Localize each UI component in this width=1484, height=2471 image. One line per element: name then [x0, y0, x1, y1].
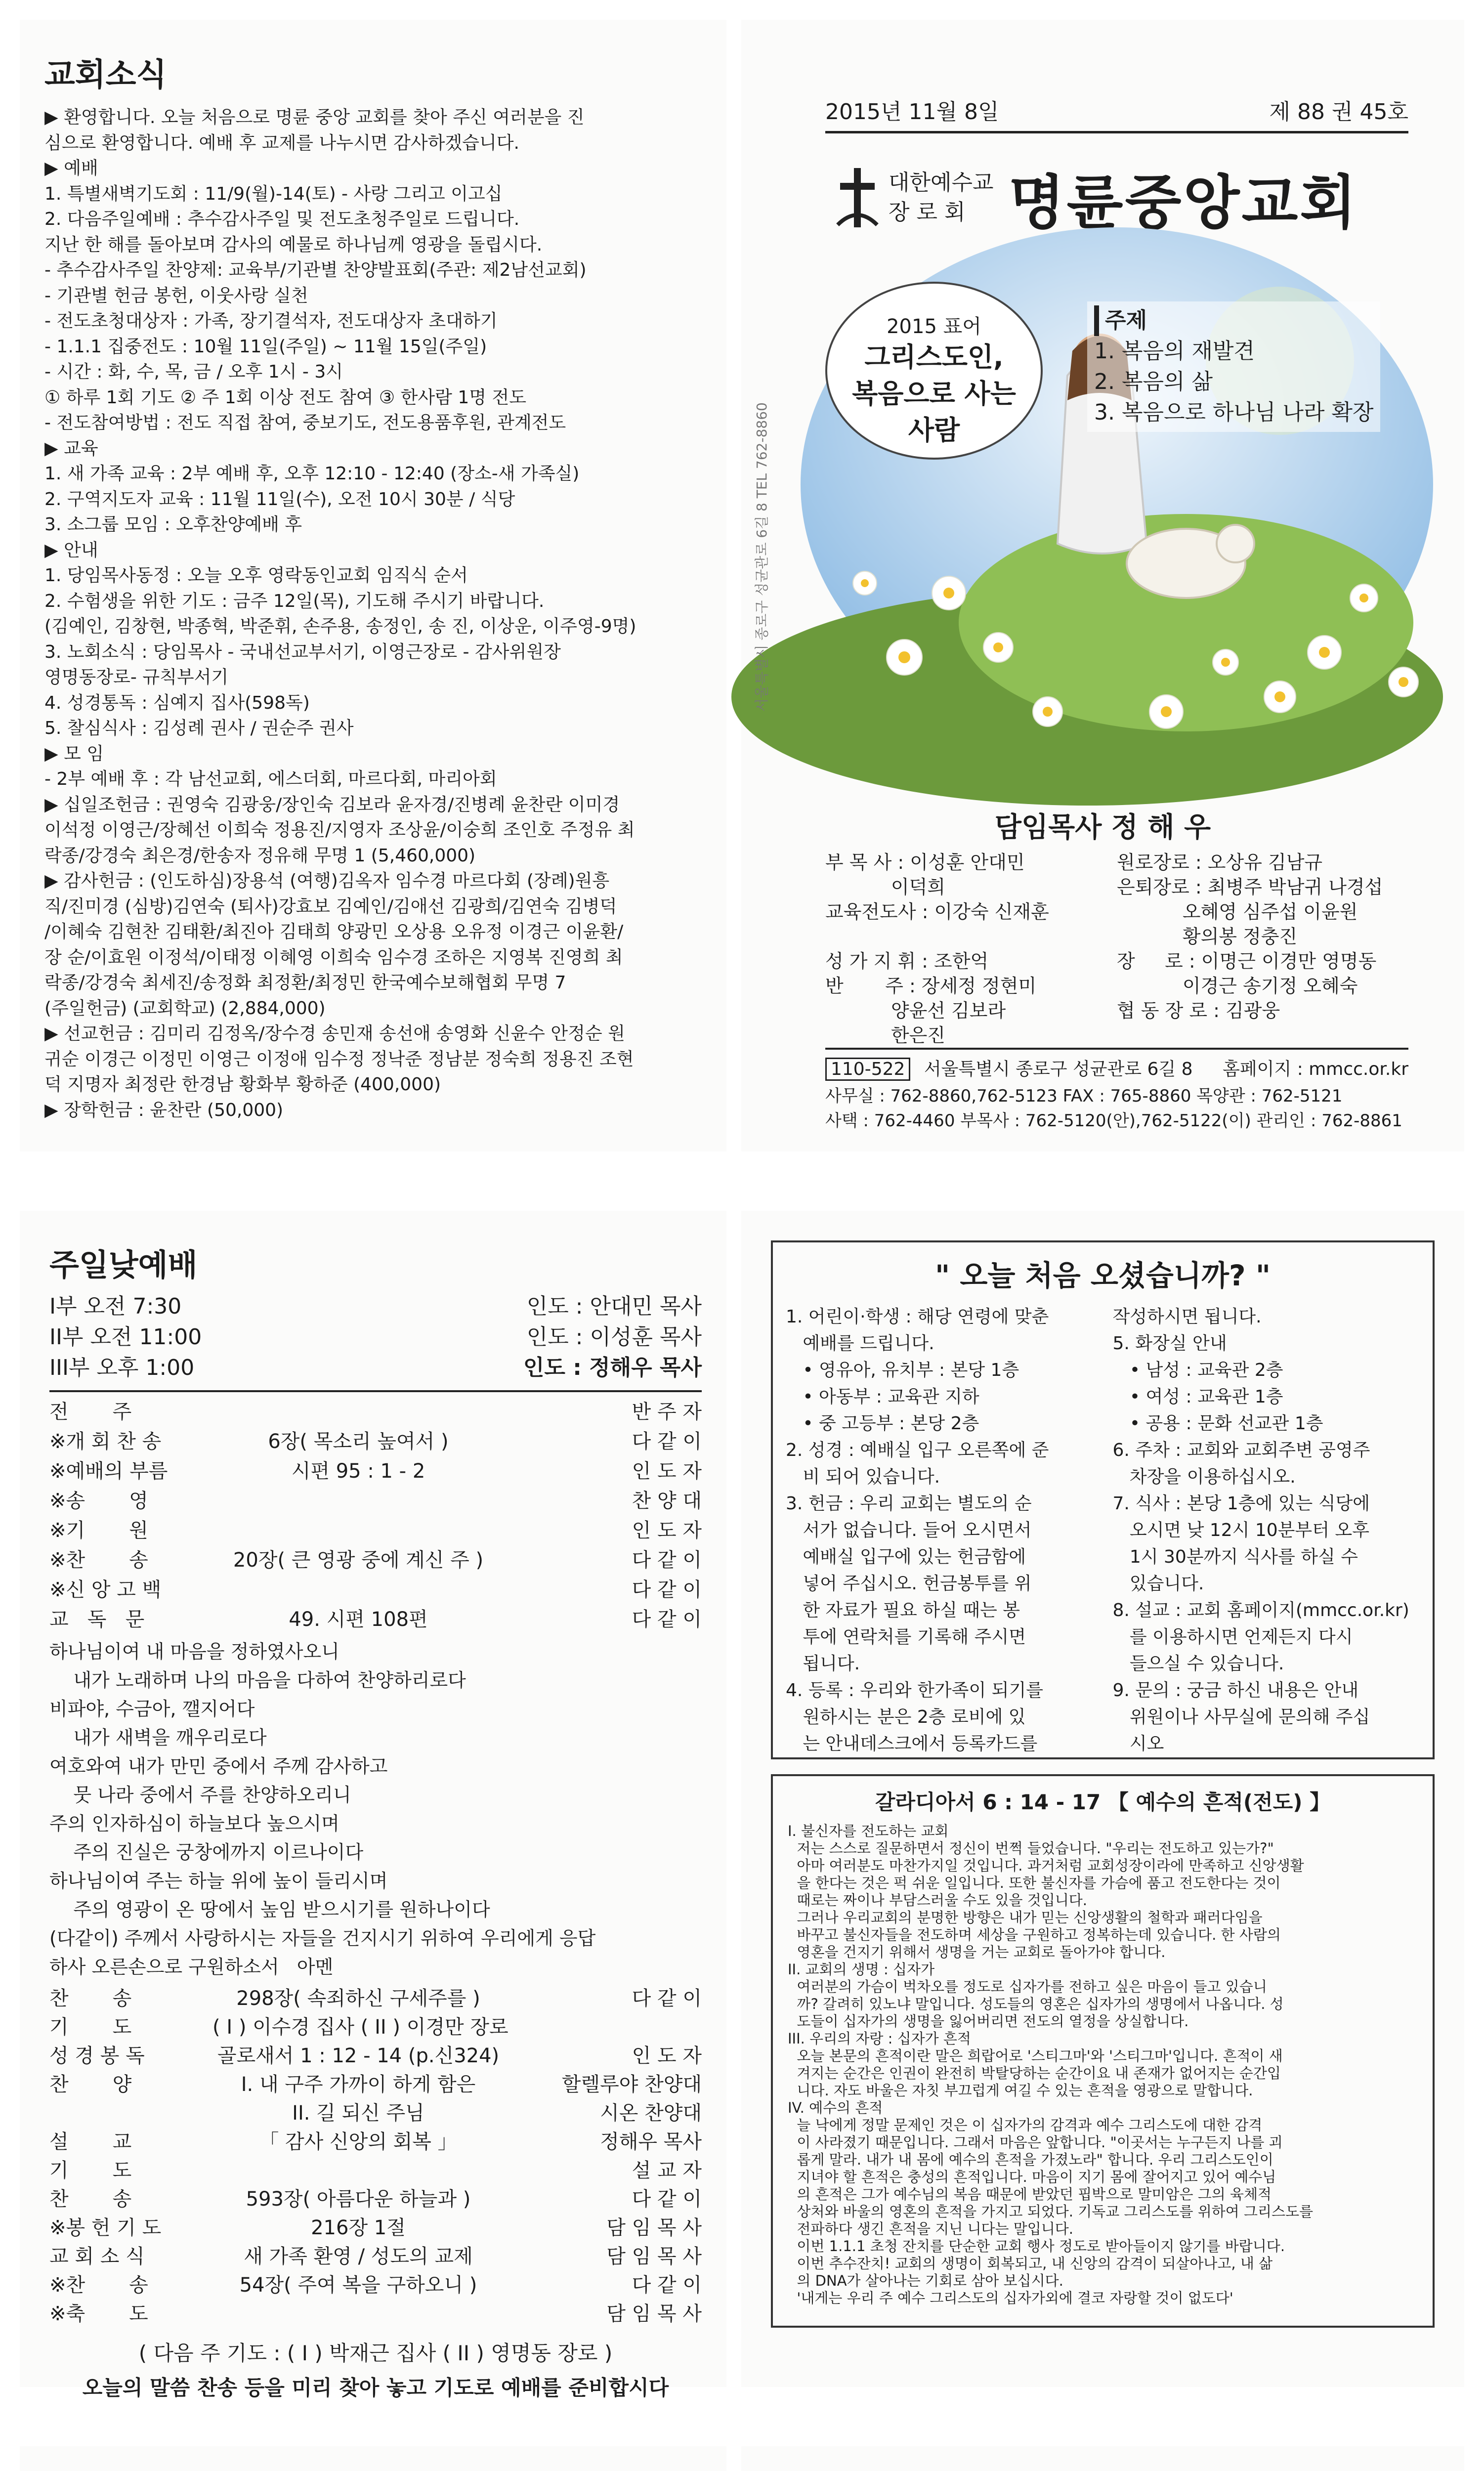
order-item: 교 독 문: [49, 1608, 145, 1631]
welcome-line: 차장을 이용하십시오.: [1112, 1467, 1296, 1487]
news-line: 2. 수험생을 위한 기도 : 금주 12일(목), 기도해 주시기 바랍니다.: [44, 591, 545, 611]
order-person: 다 같 이: [632, 1430, 702, 1453]
order-content: 216장 1절: [311, 2216, 406, 2239]
sermon-outline: [788, 1823, 1418, 2307]
church-name: 명륜중앙교회: [1008, 168, 1358, 237]
order-person: 할렐루야 찬양대: [561, 2073, 702, 2096]
order-content: [212, 1575, 504, 1605]
order-item: ※송 영: [49, 1490, 148, 1512]
news-line: (주일헌금) (교회학교) (2,884,000): [44, 998, 326, 1019]
welcome-line: 위원이나 사무실에 문의해 주십: [1112, 1707, 1370, 1727]
order-row: [49, 2042, 702, 2070]
reading-line: 하나님이여 주는 하늘 위에 높이 들리시며: [49, 1870, 388, 1892]
welcome-line: 는 안내데스크에서 등록카드를: [786, 1734, 1038, 1754]
staff-left: 성 가 지 휘 : 조한억: [825, 950, 989, 972]
order-content: 54장( 주여 복을 구하오니 ): [239, 2274, 477, 2297]
news-list: [44, 105, 707, 1123]
sermon-line: 저는 스스로 질문하면서 정신이 번쩍 들었습니다. "우리는 전도하고 있는가?": [788, 1840, 1274, 1857]
news-line: ① 하루 1회 기도 ② 주 1회 이상 전도 참여 ③ 한사람 1명 전도: [44, 387, 527, 408]
order-content: [212, 2156, 504, 2185]
staff-left: 한은진: [825, 1024, 945, 1046]
welcome-line: • 남성 : 교육관 2층: [1112, 1360, 1283, 1380]
welcome-heading: " 오늘 처음 오셨습니까? ": [934, 1259, 1271, 1292]
order-item: ※신 앙 고 백: [49, 1578, 162, 1601]
welcome-line: 1. 어린이·학생 : 해당 연령에 맞춘: [786, 1307, 1049, 1327]
order-person: 시온 찬양대: [600, 2102, 702, 2125]
phone-line1: 사무실 : 762-8860,762-5123 FAX : 765-8860 목양관 : 762-5121: [825, 1086, 1343, 1106]
staff-row: [825, 974, 1408, 998]
page-calendar-mission: [741, 2446, 1464, 2471]
order-item: ※예배의 부름: [49, 1460, 168, 1483]
staff-right: 은퇴장로 : 최병주 박남귀 나경섭: [1117, 876, 1383, 898]
reading-line: 내가 새벽을 깨우리로다: [49, 1727, 267, 1748]
welcome-line: 원하시는 분은 2층 로비에 있: [786, 1707, 1026, 1727]
homepage: 홈페이지 : mmcc.or.kr: [1223, 1059, 1408, 1079]
order-content: 49. 시편 108편: [289, 1608, 428, 1631]
sermon-line: 지녀야 할 흔적은 충성의 흔적입니다. 마음이 지기 몸에 잘어지고 있어 예수님: [788, 2169, 1276, 2185]
order-row: [49, 1545, 702, 1575]
sermon-title: 갈라디아서 6 : 14 - 17 【 예수의 흔적(전도) 】: [875, 1790, 1331, 1814]
news-line: 5. 찰심식사 : 김성례 권사 / 권순주 권사: [44, 718, 354, 738]
worship-footer: 오늘의 말씀 찬송 등을 미리 찾아 놓고 기도로 예배를 준비합시다: [82, 2376, 669, 2400]
news-line: - 전도초청대상자 : 가족, 장기결석자, 전도대상자 초대하기: [44, 311, 498, 331]
news-line: ▶ 선교헌금 : 김미리 김정옥/장수경 송민재 송선애 송영화 신윤수 안정순 원: [44, 1023, 625, 1044]
church-logo: [835, 156, 1358, 240]
news-line: 직/진미경 (심방)김연숙 (퇴사)강효보 김예인/김애선 김광희/김연숙 김병덕: [44, 896, 617, 917]
order-person: 정해우 목사: [600, 2130, 702, 2153]
reading-line: 하나님이여 내 마음을 정하였사오니: [49, 1641, 339, 1662]
news-line: 1. 당임목사동정 : 오늘 오후 영락동인교회 임직식 순서: [44, 565, 468, 586]
order-person: 설 교 자: [632, 2159, 702, 2182]
order-person: 찬 양 대: [632, 1490, 702, 1512]
order-item: ※기 원: [49, 1519, 148, 1542]
phone-line2: 사택 : 762-4460 부목사 : 762-5120(안),762-5122(이) 관리인 : 762-8861: [825, 1111, 1402, 1131]
sermon-line: IV. 예수의 흔적: [788, 2099, 883, 2116]
welcome-col-left: [786, 1304, 1093, 1757]
news-line: 장 순/이효원 이정석/이태정 이혜영 이희숙 임수경 조하은 지영복 진영희 최: [44, 947, 623, 968]
reading-line: 뭇 나라 중에서 주를 찬양하오리니: [49, 1784, 351, 1806]
order-content: [212, 1397, 504, 1427]
sermon-line: III. 우리의 자랑 : 십자가 흔적: [788, 2030, 971, 2047]
welcome-line: • 영유아, 유치부 : 본당 1층: [786, 1360, 1019, 1380]
reading-line: 주의 인자하심이 하늘보다 높으시며: [49, 1813, 339, 1834]
news-line: (김예인, 김창현, 박종혁, 박준휘, 손주용, 송정인, 송 진, 이상운, 이주영-9명): [44, 616, 636, 637]
news-line: - 전도참여방법 : 전도 직접 참여, 중보기도, 전도용품후원, 관계전도: [44, 413, 566, 433]
news-line: 4. 성경통독 : 심예지 집사(598독): [44, 692, 310, 713]
staff-row: [825, 899, 1408, 924]
next-week-prayer: ( 다음 주 기도 : ( I ) 박재근 집사 ( II ) 영명동 장로 ): [138, 2341, 613, 2365]
order-content: ( I ) 이수경 집사 ( II ) 이경만 장로: [212, 2016, 509, 2039]
order-content: 20장( 큰 영광 중에 계신 주 ): [233, 1549, 484, 1572]
sermon-line: 그러나 우리교회의 분명한 방향은 내가 믿는 신앙생활의 철학과 패러다임을: [788, 1909, 1263, 1926]
theme-item: 1. 복음의 재발견: [1094, 339, 1255, 364]
church-address: 서울특별시 종로구 성균관로 6길 8: [924, 1059, 1193, 1079]
welcome-line: • 여성 : 교육관 1층: [1112, 1387, 1283, 1407]
order-person: 다 같 이: [632, 2188, 702, 2211]
order-item: 기 도: [49, 2159, 132, 2182]
issue-date: 2015년 11월 8일: [825, 99, 999, 125]
order-content: [212, 1486, 504, 1516]
welcome-line: 시오: [1112, 1734, 1164, 1754]
page-other-services: [20, 2446, 726, 2471]
sermon-line: 아마 여러분도 마찬가지일 것입니다. 과거처럼 교회성장이라에 만족하고 신앙생활: [788, 1857, 1304, 1874]
order-item: 성 경 봉 독: [49, 2045, 145, 2067]
order-row: [49, 2214, 702, 2242]
address-line: [825, 1055, 1408, 1080]
order-content: 6장( 목소리 높여서 ): [268, 1430, 449, 1453]
welcome-line: 비 되어 있습니다.: [786, 1467, 940, 1487]
sermon-line: 도들이 십자가의 생명을 잃어버리면 전도의 열정을 상실합니다.: [788, 2013, 1189, 2030]
motto-badge: [825, 282, 1043, 460]
news-line: 2. 다음주일예배 : 추수감사주일 및 전도초청주일로 드립니다.: [44, 209, 520, 229]
denomination-line1: 대한예수교: [889, 170, 994, 195]
news-line: ▶ 교육: [44, 438, 98, 459]
staff-left: 이덕희: [825, 876, 945, 898]
sermon-line: '내게는 우리 주 예수 그리스도의 십자가외에 결코 자랑할 것이 없도다': [788, 2290, 1233, 2306]
news-line: 심으로 환영합니다. 예배 후 교제를 나누시면 감사하겠습니다.: [44, 132, 519, 153]
order-row: [49, 2099, 702, 2128]
reading-line: 비파야, 수금아, 깰지어다: [49, 1698, 255, 1720]
order-item: 설 교: [49, 2130, 132, 2153]
welcome-line: 4. 등록 : 우리와 한가족이 되기를: [786, 1680, 1044, 1701]
reading-line: 주의 영광이 온 땅에서 높임 받으시기를 원하나이다: [49, 1899, 490, 1920]
welcome-line: 5. 화장실 안내: [1112, 1333, 1227, 1354]
news-line: 귀순 이경근 이정민 이영근 이정애 임수정 정낙준 정남분 정숙희 정용진 조현: [44, 1049, 634, 1069]
sermon-line: 영혼을 건지기 위해서 생명을 거는 교회로 돌아가야 합니다.: [788, 1944, 1166, 1960]
sermon-line: 니다. 자도 바울은 자칫 부끄럽게 여길 수 있는 흔적을 영광으로 말합니다.: [788, 2082, 1253, 2099]
news-line: 덕 지명자 최정란 한경남 황화부 황하준 (400,000): [44, 1074, 441, 1095]
news-line: 3. 노회소식 : 당임목사 - 국내선교부서기, 이영근장로 - 감사위원장: [44, 641, 561, 662]
sunday-title: 주일낮예배: [49, 1247, 198, 1283]
welcome-line: 오시면 낮 12시 10분부터 오후: [1112, 1520, 1369, 1540]
order-item: 찬 양: [49, 2073, 132, 2096]
service-time-1: I부 오전 7:30 인도 : 안대민 목사: [49, 1294, 702, 1319]
welcome-line: 투에 연락처를 기록해 주시면: [786, 1627, 1026, 1647]
staff-row: [825, 875, 1408, 899]
sermon-line: 바꾸고 불신자들을 전도하며 세상을 구원하고 정복하는데 있습니다. 한 사람의: [788, 1926, 1281, 1943]
welcome-line: 작성하시면 됩니다.: [1112, 1307, 1262, 1327]
welcome-line: 예배를 드립니다.: [786, 1333, 934, 1354]
welcome-line: 있습니다.: [1112, 1574, 1204, 1594]
sermon-line: 의 흔적은 그가 예수님의 복음 때문에 받았던 핍박으로 말미암은 그의 육체적: [788, 2186, 1272, 2203]
welcome-box: [771, 1240, 1435, 1759]
order-item: ※봉 헌 기 도: [49, 2216, 162, 2239]
order-content: 새 가족 환영 / 성도의 교제: [244, 2245, 473, 2268]
order-row: [49, 1486, 702, 1516]
order-item: ※찬 송: [49, 2274, 148, 2297]
order-content: 골로새서 1 : 12 - 14 (p.신324): [217, 2045, 500, 2067]
order-item: ※찬 송: [49, 1549, 148, 1572]
order-person: 담 임 목 사: [606, 2302, 702, 2325]
reading-line: (다같이) 주께서 사랑하시는 자들을 건지시기 위하여 우리에게 응답: [49, 1927, 596, 1949]
staff-right: [1117, 1023, 1408, 1048]
news-line: ▶ 감사헌금 : (인도하심)장용석 (여행)김옥자 임수경 마르다회 (장례)원흥: [44, 871, 610, 891]
order-row: [49, 2271, 702, 2300]
order-person: 인 도 자: [632, 1460, 702, 1483]
welcome-line: 서가 없습니다. 들어 오시면서: [786, 1520, 1032, 1540]
news-line: ▶ 안내: [44, 540, 98, 560]
order-content: 298장( 속죄하신 구세주를 ): [236, 1987, 480, 2010]
staff-right: 장 로 : 이명근 이경만 영명동: [1117, 950, 1377, 972]
order-row: [49, 1456, 702, 1486]
welcome-line: 1시 30분까지 식사를 하실 수: [1112, 1547, 1358, 1567]
welcome-line: • 공용 : 문화 선교관 1층: [1112, 1413, 1323, 1434]
sermon-line: 이번 추수잔치! 교회의 생명이 회복되고, 내 신앙의 감격이 되살아나고, 내 삶: [788, 2255, 1273, 2272]
staff-list: [825, 850, 1408, 1048]
staff-row: [825, 850, 1408, 875]
order-person: 다 같 이: [632, 2274, 702, 2297]
welcome-line: 7. 식사 : 본당 1층에 있는 식당에: [1112, 1493, 1370, 1514]
order-of-worship: [49, 1397, 702, 1634]
church-cross-icon: [835, 166, 880, 230]
sermon-line: 을 한다는 것은 퍽 쉬운 일입니다. 또한 불신자를 가슴에 품고 전도한다는 것이: [788, 1875, 1281, 1891]
order-person: 반 주 자: [632, 1401, 702, 1423]
news-line: 1. 특별새벽기도회 : 11/9(월)-14(토) - 사랑 그리고 이고십: [44, 183, 503, 204]
order-item: 찬 송: [49, 2188, 132, 2211]
order-row: [49, 1516, 702, 1545]
welcome-line: 넣어 주십시오. 헌금봉투를 위: [786, 1574, 1032, 1594]
reading-line: 주의 진실은 궁창에까지 이르나이다: [49, 1841, 364, 1863]
news-line: ▶ 장학헌금 : 윤찬란 (50,000): [44, 1100, 284, 1120]
news-line: 이석정 이영근/장혜선 이희숙 정용진/지영자 조상윤/이숭희 조인호 주정유 최: [44, 820, 635, 840]
staff-right: 협 동 장 로 : 김광웅: [1117, 1000, 1280, 1022]
order-content: 시편 95 : 1 - 2: [291, 1460, 425, 1483]
responsive-reading: [49, 1637, 702, 1981]
welcome-line: 9. 문의 : 궁금 하신 내용은 안내: [1112, 1680, 1359, 1701]
staff-row: [825, 998, 1408, 1023]
postal-code: 110-522: [825, 1058, 910, 1081]
welcome-line: • 중 고등부 : 본당 2층: [786, 1413, 979, 1434]
order-row: [49, 1397, 702, 1427]
order-item: 기 도: [49, 2016, 132, 2039]
welcome-line: 예배실 입구에 있는 헌금함에: [786, 1547, 1026, 1567]
welcome-line: 6. 주차 : 교회와 교회주변 공영주: [1112, 1440, 1370, 1460]
news-line: - 추수감사주일 찬양제: 교육부/기관별 찬양발표회(주관: 제2남선교회): [44, 260, 587, 280]
reading-line: 내가 노래하며 나의 마음을 다하여 찬양하리로다: [49, 1669, 466, 1691]
sermon-line: 롭게 말라. 내가 내 몸에 예수의 흔적을 가졌노라" 합니다. 우리 그리스도인이: [788, 2151, 1273, 2168]
motto-line3: 사람: [908, 415, 960, 446]
order-item: 교 회 소 식: [49, 2245, 145, 2268]
news-line: ▶ 모 임: [44, 743, 104, 764]
sermon-line: 이 사라졌기 때문입니다. 그래서 마음은 앞합니다. "이곳서는 누구든지 나를 괴: [788, 2134, 1283, 2151]
news-line: 3. 소그룹 모임 : 오후찬양예배 후: [44, 514, 302, 535]
service-time-2: II부 오전 11:00 인도 : 이성훈 목사: [49, 1324, 702, 1350]
news-line: /이혜숙 김현찬 김태환/최진아 김태희 양광민 오상용 오유정 이경근 이윤환/: [44, 922, 624, 942]
order-content: [212, 1516, 504, 1545]
order-of-worship-2: [49, 1984, 702, 2328]
cover-date-bar: [825, 94, 1408, 126]
sermon-line: I. 불신자를 전도하는 교회: [788, 1823, 949, 1839]
order-row: [49, 2242, 702, 2271]
cover-rule: [825, 131, 1408, 133]
order-item: ※개 회 찬 송: [49, 1430, 162, 1453]
news-line: 영명동장로- 규칙부서기: [44, 667, 229, 687]
order-row: [49, 2185, 702, 2214]
sermon-line: 오늘 본문의 흔적이란 말은 희랍어로 '스티그마'와 '스티그마'입니다. 흔적이 새: [788, 2047, 1283, 2064]
motto-year: 2015 표어: [887, 315, 981, 338]
page-sunday-service: [20, 1211, 726, 2400]
staff-right: 황의봉 정충진: [1117, 926, 1298, 947]
order-person: 인 도 자: [632, 1519, 702, 1542]
sermon-line: 전파하다 생긴 흔적을 지닌 니다는 말입니다.: [788, 2220, 1073, 2237]
side-address-strip: 서울특별시 종로구 성균관로 6길 8 TEL 762-8860: [754, 402, 770, 712]
address-rule: [825, 1048, 1408, 1050]
order-row: [49, 1605, 702, 1634]
news-line: ▶ 십일조헌금 : 권영숙 김광웅/장인숙 김보라 윤자경/진병례 윤찬란 이미경: [44, 794, 620, 815]
news-line: - 2부 예배 후 : 각 남선교회, 에스더회, 마르다회, 마리아회: [44, 769, 497, 789]
staff-left: 부 목 사 : 이성훈 안대민: [825, 852, 1025, 873]
order-row: [49, 2156, 702, 2185]
news-title: 교회소식: [44, 56, 167, 93]
staff-left: 양윤선 김보라: [825, 1000, 1006, 1022]
sermon-line: 이번 1.1.1 초청 잔치를 단순한 교회 행사 정도로 받아들이지 않기를 바랍니다.: [788, 2238, 1285, 2255]
order-row: [49, 1984, 702, 2013]
theme-block: [1087, 301, 1380, 432]
staff-row: [825, 949, 1408, 974]
staff-left: 반 주 : 장세정 정현미: [825, 975, 1037, 997]
news-line: 락종/강경숙 최은경/한송자 정유해 무명 1 (5,460,000): [44, 845, 476, 866]
sermon-line: 의 DNA가 살아나는 기회로 삼아 보십시다.: [788, 2272, 1063, 2289]
issue-volume: 제 88 권 45호: [1269, 99, 1408, 125]
reading-line: 하사 오른손으로 구원하소서 아멘: [49, 1956, 334, 1978]
reading-line: 여호와여 내가 만민 중에서 주께 감사하고: [49, 1755, 388, 1777]
sermon-line: II. 교회의 생명 : 십자가: [788, 1961, 935, 1978]
order-item: 전 주: [49, 1401, 132, 1423]
news-line: 락종/강경숙 최세진/송정화 최정환/최정민 한국예수보해협회 무명 7: [44, 973, 566, 993]
order-row: [49, 2070, 702, 2099]
order-content: [212, 2300, 504, 2328]
order-person: [509, 2013, 706, 2042]
staff-row: [825, 1023, 1408, 1048]
service-time-3: III부 오후 1:00 인도 : 정해우 목사: [49, 1355, 702, 1380]
order-row: [49, 2013, 702, 2042]
sermon-line: 겨지는 순간은 인권이 완전히 박탈당하는 순간이요 내 존재가 없어지는 순간입: [788, 2065, 1281, 2082]
news-line: 2. 구역지도자 교육 : 11월 11일(수), 오전 10시 30분 / 식당: [44, 489, 515, 510]
theme-title: 주제: [1094, 305, 1373, 336]
order-person: 다 같 이: [632, 1578, 702, 1601]
sermon-line: 여러분의 가슴이 벅차오를 정도로 십자가를 전하고 싶은 마음이 들고 있습니: [788, 1978, 1267, 1995]
staff-left: 교육전도사 : 이강숙 신재훈: [825, 901, 1049, 923]
welcome-line: 2. 성경 : 예배실 입구 오른쪽에 준: [786, 1440, 1049, 1460]
welcome-line: 됩니다.: [786, 1654, 860, 1674]
page-cover: [741, 20, 1464, 1151]
staff-row: [825, 924, 1408, 949]
senior-pastor: 담임목사 정 해 우: [994, 811, 1211, 844]
sermon-line: 때로는 짜이나 부담스러울 수도 있을 것입니다.: [788, 1892, 1088, 1909]
news-line: - 시간 : 화, 수, 목, 금 / 오후 1시 - 3시: [44, 362, 343, 382]
order-item: [49, 2099, 212, 2128]
order-content: 593장( 아름다운 하늘과 ): [246, 2188, 471, 2211]
order-person: 다 같 이: [632, 1608, 702, 1631]
sermon-line: 까? 갈려히 있노냐 말입니다. 성도들의 영혼은 십자가의 생명에서 나옵니다. 성: [788, 1996, 1284, 2012]
motto-line2: 복음으로 사는: [852, 378, 1016, 409]
order-row: [49, 1427, 702, 1456]
staff-right: 이경근 송기정 오혜숙: [1117, 975, 1358, 997]
order-content: 「 감사 신앙의 회복 」: [259, 2130, 458, 2153]
staff-right: 오혜영 심주섭 이윤원: [1117, 901, 1358, 923]
news-line: 1. 새 가족 교육 : 2부 예배 후, 오후 12:10 - 12:40 (장소-새 가족실): [44, 464, 580, 484]
welcome-line: • 아동부 : 교육관 지하: [786, 1387, 979, 1407]
order-person: 인 도 자: [632, 2045, 702, 2067]
page-welcome-sermon: [741, 1211, 1464, 2387]
page-news: [20, 20, 726, 1151]
welcome-line: 들으실 수 있습니다.: [1112, 1654, 1284, 1674]
welcome-line: 8. 설교 : 교회 홈페이지(mmcc.or.kr): [1112, 1600, 1409, 1620]
order-content: II. 길 되신 주님: [292, 2102, 424, 2125]
sermon-box: [771, 1774, 1435, 2328]
news-line: - 1.1.1 집중전도 : 10월 11일(주일) ~ 11월 15일(주일): [44, 336, 487, 357]
news-line: ▶ 예배: [44, 158, 98, 178]
welcome-col-right: [1113, 1304, 1420, 1757]
order-item: 찬 송: [49, 1987, 132, 2010]
order-row: [49, 2300, 702, 2328]
news-line: 지난 한 해를 돌아보며 감사의 예물로 하나님께 영광을 돌립시다.: [44, 234, 543, 255]
order-row: [49, 1575, 702, 1605]
sermon-line: 상처와 바울의 영혼의 흔적을 가지고 되었다. 기독교 그리스도를 위하여 그리스도를: [788, 2203, 1314, 2220]
staff-right: 원로장로 : 오상유 김남규: [1117, 852, 1323, 873]
order-content: I. 내 구주 가까이 하게 함은: [241, 2073, 476, 2096]
order-row: [49, 2128, 702, 2156]
order-person: 담 임 목 사: [606, 2245, 702, 2268]
welcome-line: 를 이용하시면 언제든지 다시: [1112, 1627, 1353, 1647]
staff-left: [825, 924, 1117, 949]
order-item: ※축 도: [49, 2302, 148, 2325]
order-person: 다 같 이: [632, 1549, 702, 1572]
news-line: - 기관별 헌금 봉헌, 이웃사랑 실천: [44, 285, 308, 306]
order-person: 다 같 이: [632, 1987, 702, 2010]
theme-item: 3. 복음으로 하나님 나라 확장: [1094, 400, 1374, 425]
news-line: ▶ 환영합니다. 오늘 처음으로 명륜 중앙 교회를 찾아 주신 여러분을 진: [44, 107, 585, 128]
welcome-line: 한 자료가 필요 하실 때는 봉: [786, 1600, 1020, 1620]
denomination-line2: 장 로 회: [889, 200, 966, 225]
welcome-line: 3. 헌금 : 우리 교회는 별도의 순: [786, 1493, 1032, 1514]
theme-item: 2. 복음의 삶: [1094, 369, 1213, 394]
motto-line1: 그리스도인,: [864, 341, 1004, 373]
sermon-line: 늘 낙에게 정말 문제인 것은 이 십자가의 감격과 예수 그리스도에 대한 감격: [788, 2117, 1263, 2133]
order-person: 담 임 목 사: [606, 2216, 702, 2239]
